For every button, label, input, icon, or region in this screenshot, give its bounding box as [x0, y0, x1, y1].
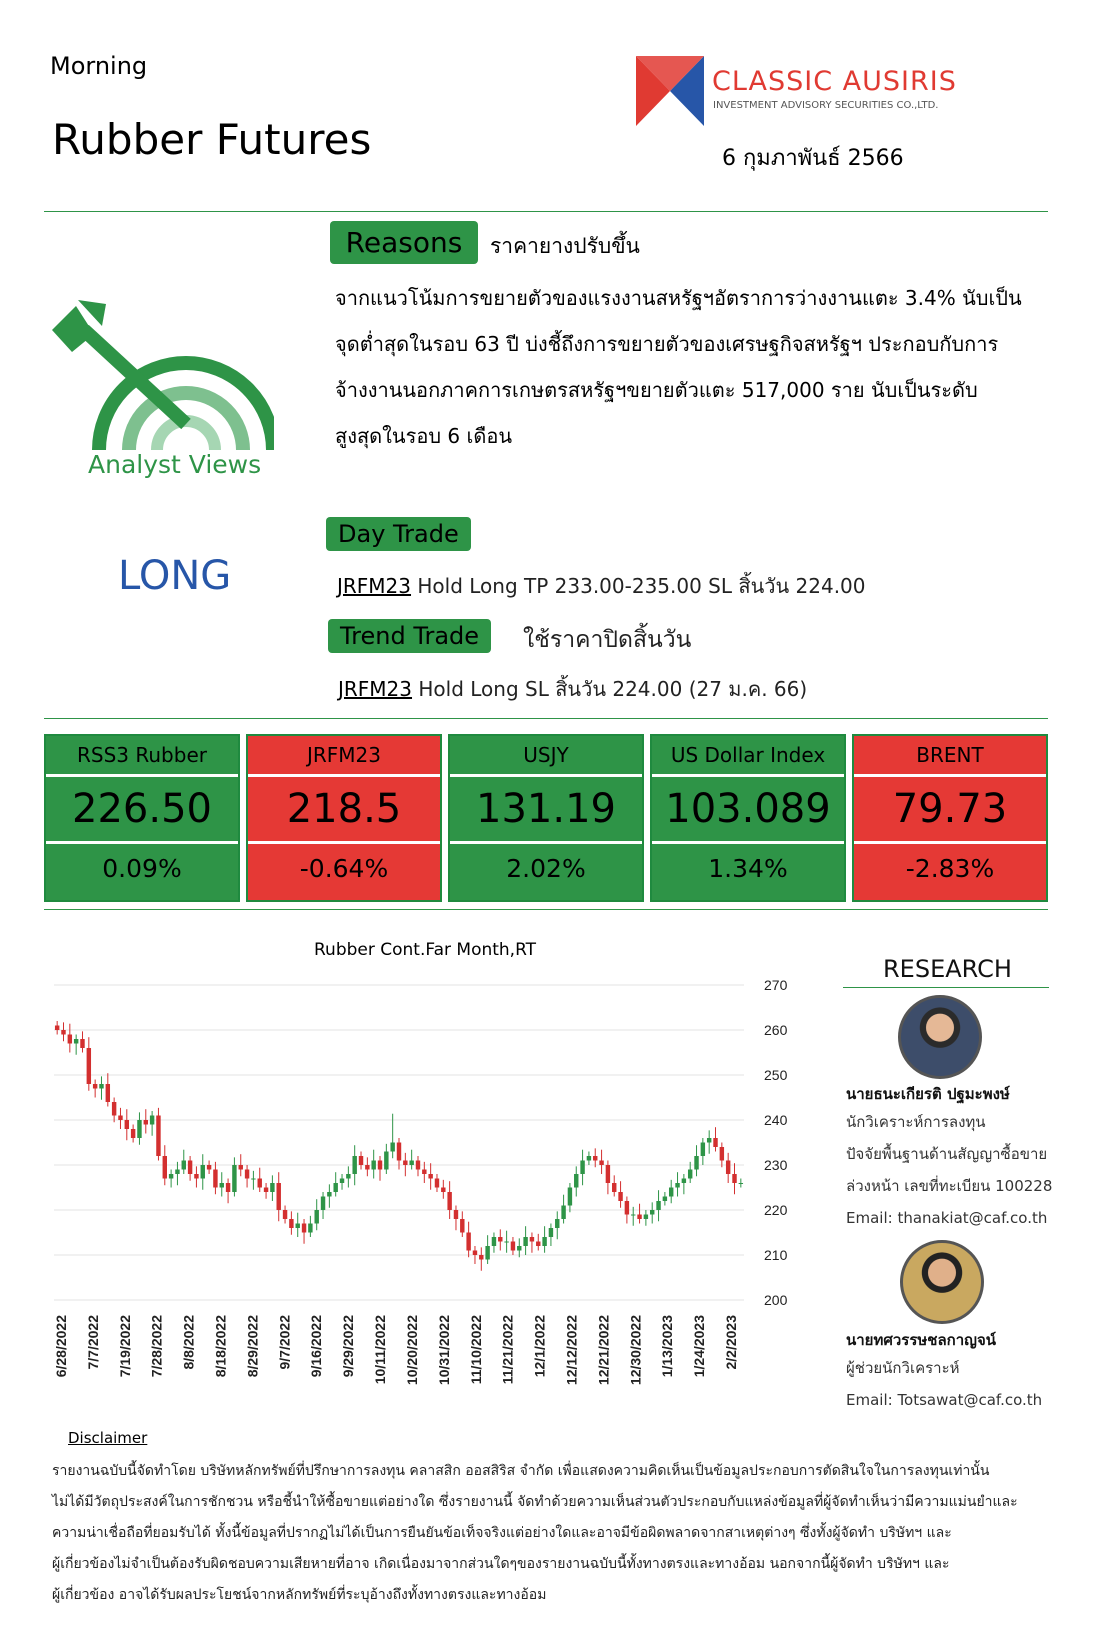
- candle-body: [416, 1161, 420, 1170]
- candle-body: [466, 1233, 470, 1251]
- candle-body: [118, 1116, 122, 1121]
- candle-body: [688, 1170, 692, 1179]
- signal-label: LONG: [118, 553, 232, 599]
- x-tick-label: 8/18/2022: [212, 1315, 229, 1378]
- x-tick-label: 11/10/2022: [467, 1315, 484, 1385]
- candle-body: [74, 1039, 78, 1044]
- candle-body: [188, 1161, 192, 1175]
- candle-body: [599, 1161, 603, 1166]
- analyst-detail-line: ปัจจัยพื้นฐานด้านสัญญาซื้อขาย: [846, 1145, 1048, 1163]
- divider: [44, 718, 1048, 719]
- x-tick-label: 10/20/2022: [403, 1315, 420, 1386]
- day-trade-symbol: JRFM23: [337, 574, 412, 598]
- day-trade-text: Hold Long TP 233.00-235.00 SL สิ้นวัน 224.00: [417, 574, 866, 598]
- candle-body: [163, 1156, 167, 1179]
- reasons-line: สูงสุดในรอบ 6 เดือน: [335, 424, 513, 448]
- candle-body: [207, 1165, 211, 1170]
- reasons-badge: Reasons: [330, 221, 478, 264]
- candle-body: [656, 1201, 660, 1210]
- disclaimer-line: ผู้เกี่ยวข้องไม่จำเป็นต้องรับผิดชอบความเสียหายที่อาจ เกิดเนื่องมาจากส่วนใดๆของรายงานฉบับนี้ทั้งทางตรงและทางอ้อม นอกจากนี้ผู้จัดทำ บริษัทฯ และ: [52, 1556, 950, 1572]
- target-icon: [44, 300, 274, 454]
- candle-body: [409, 1161, 413, 1166]
- x-tick-label: 1/13/2023: [659, 1315, 676, 1378]
- analyst-detail-line: Email: Totsawat@caf.co.th: [846, 1391, 1043, 1409]
- candle-body: [403, 1161, 407, 1166]
- candle-body: [175, 1170, 179, 1175]
- candle-body: [637, 1215, 641, 1220]
- candle-body: [675, 1183, 679, 1188]
- x-tick-label: 8/29/2022: [244, 1315, 261, 1378]
- x-tick-label: 11/21/2022: [499, 1315, 516, 1385]
- analyst-detail-line: ผู้ช่วยนักวิเคราะห์: [846, 1359, 960, 1377]
- trend-trade-text: Hold Long SL สิ้นวัน 224.00 (27 ม.ค. 66): [418, 677, 808, 701]
- candle-body: [277, 1183, 281, 1210]
- candle-body: [359, 1156, 363, 1165]
- candle-body: [68, 1035, 72, 1044]
- candle-body: [454, 1210, 458, 1219]
- disclaimer-line: ผู้เกี่ยวข้อง อาจได้รับผลประโยชน์จากหลักทรัพย์ที่ระบุอ้างถึงทั้งทางตรงและทางอ้อม: [52, 1587, 547, 1603]
- candle-body: [283, 1210, 287, 1219]
- candle-body: [587, 1156, 591, 1161]
- divider: [44, 909, 1048, 910]
- brand-subtitle: INVESTMENT ADVISORY SECURITIES CO.,LTD.: [713, 100, 939, 111]
- candle-body: [644, 1215, 648, 1220]
- day-trade-badge: Day Trade: [326, 517, 471, 551]
- candle-body: [701, 1143, 705, 1157]
- candle-body: [422, 1170, 426, 1175]
- quote-name: BRENT: [854, 736, 1046, 777]
- analyst-views-label: Analyst Views: [88, 450, 262, 479]
- avatar: [898, 995, 982, 1079]
- x-tick-label: 12/1/2022: [531, 1315, 548, 1378]
- candle-body: [296, 1224, 300, 1229]
- candle-body: [536, 1242, 540, 1247]
- candle-body: [321, 1197, 325, 1211]
- report-title: Rubber Futures: [52, 115, 372, 164]
- x-tick-label: 10/31/2022: [435, 1315, 452, 1386]
- candle-body: [245, 1170, 249, 1179]
- candle-body: [669, 1188, 673, 1197]
- quote-value: 131.19: [450, 777, 642, 844]
- candle-body: [580, 1161, 584, 1175]
- company-logo-icon: [636, 56, 704, 130]
- candle-body: [530, 1237, 534, 1242]
- candle-body: [131, 1129, 135, 1138]
- candle-body: [340, 1179, 344, 1184]
- candle-body: [726, 1161, 730, 1175]
- quote-change: 1.34%: [708, 854, 788, 883]
- quote-box-usjy: [448, 734, 644, 902]
- x-tick-label: 9/7/2022: [276, 1315, 293, 1370]
- disclaimer-text: [52, 1456, 1062, 1611]
- reasons-paragraph: [335, 275, 1100, 459]
- reasons-line: จากแนวโน้มการขยายตัวของแรงงานสหรัฐฯอัตราการว่างงานแตะ 3.4% นับเป็น: [335, 286, 1022, 310]
- x-tick-label: 10/11/2022: [372, 1315, 389, 1385]
- candle-body: [333, 1183, 337, 1192]
- divider: [843, 987, 1049, 988]
- candle-body: [460, 1219, 464, 1233]
- x-tick-label: 7/19/2022: [116, 1315, 133, 1378]
- candle-body: [593, 1156, 597, 1161]
- candle-body: [523, 1237, 527, 1246]
- analyst-detail-line: นักวิเคราะห์การลงทุน: [846, 1113, 986, 1131]
- candle-body: [150, 1116, 154, 1125]
- candle-body: [574, 1174, 578, 1188]
- disclaimer-title: Disclaimer: [68, 1429, 148, 1447]
- candle-body: [258, 1179, 262, 1188]
- y-tick-label: 270: [764, 977, 788, 993]
- candle-body: [125, 1120, 129, 1129]
- quote-value: 79.73: [854, 777, 1046, 844]
- trend-trade-note: ใช้ราคาปิดสิ้นวัน: [523, 627, 692, 653]
- x-tick-label: 2/2/2023: [723, 1315, 739, 1370]
- x-tick-label: 7/28/2022: [148, 1315, 165, 1378]
- chart-title: Rubber Cont.Far Month,RT: [314, 940, 537, 960]
- day-trade-line: [337, 570, 866, 602]
- candle-body: [561, 1206, 565, 1220]
- quote-value: 103.089: [652, 777, 844, 844]
- y-tick-label: 240: [764, 1112, 788, 1128]
- x-tick-label: 6/28/2022: [53, 1315, 69, 1378]
- candle-body: [365, 1165, 369, 1170]
- candle-body: [739, 1183, 743, 1184]
- y-tick-label: 230: [764, 1157, 788, 1173]
- candle-body: [378, 1161, 382, 1170]
- quote-change: 0.09%: [102, 854, 182, 883]
- quote-name: RSS3 Rubber: [46, 736, 238, 777]
- candle-body: [498, 1237, 502, 1242]
- quote-name: US Dollar Index: [652, 736, 844, 777]
- x-tick-label: 12/30/2022: [627, 1315, 644, 1386]
- y-tick-label: 220: [764, 1202, 788, 1218]
- candle-body: [352, 1156, 356, 1174]
- quote-box-rss3: [44, 734, 240, 902]
- x-tick-label: 12/12/2022: [563, 1315, 580, 1386]
- quote-value: 226.50: [46, 777, 238, 844]
- reasons-headline: ราคายางปรับขึ้น: [490, 234, 640, 258]
- candle-body: [106, 1084, 110, 1102]
- candle-body: [371, 1161, 375, 1170]
- x-tick-label: 7/7/2022: [84, 1315, 101, 1370]
- reasons-line: จ้างงานนอกภาคการเกษตรสหรัฐฯขยายตัวแตะ 517,000 ราย นับเป็นระดับ: [335, 378, 978, 402]
- candle-body: [220, 1183, 224, 1188]
- x-tick-label: 8/8/2022: [180, 1315, 197, 1370]
- candle-body: [631, 1215, 635, 1216]
- reasons-line: จุดต่ำสุดในรอบ 63 ปี บ่งชี้ถึงการขยายตัวของเศรษฐกิจสหรัฐฯ ประกอบกับการ: [335, 332, 999, 356]
- candle-body: [327, 1192, 331, 1197]
- candle-body: [549, 1228, 553, 1237]
- candle-body: [511, 1242, 515, 1251]
- candle-body: [707, 1138, 711, 1143]
- trend-trade-badge: Trend Trade: [328, 619, 491, 653]
- candle-body: [479, 1255, 483, 1260]
- candle-body: [201, 1165, 205, 1179]
- candle-body: [226, 1183, 230, 1192]
- y-tick-label: 260: [764, 1022, 788, 1038]
- report-period: Morning: [50, 52, 148, 80]
- candle-body: [61, 1030, 65, 1035]
- candle-body: [314, 1210, 318, 1224]
- candle-body: [720, 1147, 724, 1161]
- candle-body: [694, 1156, 698, 1170]
- candle-body: [93, 1084, 97, 1089]
- quote-name: JRFM23: [248, 736, 440, 777]
- candle-body: [663, 1197, 667, 1202]
- candle-body: [504, 1242, 508, 1243]
- candle-body: [137, 1120, 141, 1138]
- quote-box-dxy: [650, 734, 846, 902]
- brand-name: CLASSIC AUSIRIS: [712, 66, 957, 97]
- candle-body: [144, 1120, 148, 1125]
- candle-body: [435, 1179, 439, 1188]
- candle-body: [112, 1102, 116, 1116]
- x-tick-label: 12/21/2022: [595, 1315, 612, 1386]
- candle-body: [99, 1084, 103, 1089]
- disclaimer-line: ไม่ได้มีวัตถุประสงค์ในการชักชวน หรือชี้นำให้ซื้อขายแต่อย่างใด ซึ่งรายงานนี้ จัดทำด้วยความเห็นส่วนตัวประกอบกับแหล่งข้อมูลที่ผู้จัดทำเห็นว่ามีความแม่นยำและ: [52, 1494, 1018, 1510]
- candle-body: [270, 1183, 274, 1192]
- candle-body: [390, 1143, 394, 1152]
- candle-body: [618, 1192, 622, 1201]
- x-tick-label: 9/29/2022: [340, 1315, 357, 1378]
- candle-body: [182, 1161, 186, 1170]
- avatar: [900, 1240, 984, 1324]
- candle-body: [447, 1192, 451, 1210]
- candle-body: [169, 1174, 173, 1179]
- candle-body: [87, 1048, 91, 1084]
- analyst-detail-line: ล่วงหน้า เลขที่ทะเบียน 100228: [846, 1177, 1053, 1195]
- candle-body: [428, 1174, 432, 1179]
- analyst-details: [846, 1106, 1052, 1234]
- candle-body: [308, 1224, 312, 1233]
- candle-body: [302, 1224, 306, 1233]
- report-date: 6 กุมภาพันธ์ 2566: [722, 146, 904, 171]
- price-chart: [44, 965, 844, 1425]
- y-tick-label: 210: [764, 1247, 788, 1263]
- analyst-details: [846, 1352, 1042, 1416]
- candle-body: [194, 1174, 198, 1179]
- candle-body: [485, 1246, 489, 1260]
- x-tick-label: 9/16/2022: [308, 1315, 325, 1378]
- quote-box-jrfm23: [246, 734, 442, 902]
- analyst-name: นายธนะเกียรติ ปฐมะพงษ์: [846, 1085, 1010, 1103]
- candle-body: [55, 1026, 59, 1031]
- candle-body: [625, 1201, 629, 1215]
- disclaimer-line: ความน่าเชื่อถือที่ยอมรับได้ ทั้งนี้ข้อมูลที่ปรากฏไม่ได้เป็นการยืนยันข้อเท็จจริงแต่อย่างใดและอาจมีข้อผิดพลาดจากสาเหตุต่างๆ ซึ่งทั้งผู้จัดทำ บริษัทฯ และ: [52, 1525, 952, 1541]
- quote-change: -0.64%: [299, 854, 389, 883]
- candle-body: [289, 1219, 293, 1228]
- quote-box-brent: [852, 734, 1048, 902]
- candle-body: [606, 1165, 610, 1183]
- analyst-name: นายทศวรรษชลกาญจน์: [846, 1331, 996, 1349]
- y-tick-label: 250: [764, 1067, 788, 1083]
- candle-body: [713, 1138, 717, 1147]
- quote-change: -2.83%: [905, 854, 995, 883]
- candle-body: [384, 1152, 388, 1170]
- x-tick-label: 1/24/2023: [691, 1315, 708, 1378]
- quote-value: 218.5: [248, 777, 440, 844]
- quote-name: USJY: [450, 736, 642, 777]
- candle-body: [542, 1237, 546, 1246]
- trend-trade-symbol: JRFM23: [338, 677, 413, 701]
- candle-body: [568, 1188, 572, 1206]
- quote-change: 2.02%: [506, 854, 586, 883]
- candle-body: [80, 1039, 84, 1048]
- analyst-detail-line: Email: thanakiat@caf.co.th: [846, 1209, 1048, 1227]
- divider: [44, 211, 1048, 212]
- disclaimer-line: รายงานฉบับนี้จัดทำโดย บริษัทหลักทรัพย์ที่ปรึกษาการลงทุน คลาสสิก ออสสิริส จำกัด เพื่อแสดงความคิดเห็นเป็นข้อมูลประกอบการตัดสินใจในการลงทุนเท่านั้น: [52, 1463, 990, 1479]
- candle-body: [492, 1237, 496, 1246]
- candle-body: [251, 1179, 255, 1180]
- candle-body: [239, 1165, 243, 1170]
- y-tick-label: 200: [764, 1292, 788, 1308]
- candle-body: [650, 1210, 654, 1215]
- candle-body: [441, 1188, 445, 1193]
- candle-body: [397, 1143, 401, 1161]
- candle-body: [232, 1165, 236, 1192]
- candle-body: [473, 1251, 477, 1256]
- candle-body: [612, 1183, 616, 1192]
- candle-body: [346, 1174, 350, 1179]
- trend-trade-line: [338, 673, 807, 705]
- candle-body: [732, 1174, 736, 1183]
- candle-body: [156, 1116, 160, 1157]
- candle-body: [555, 1219, 559, 1228]
- research-title: RESEARCH: [883, 955, 1012, 983]
- candle-body: [682, 1179, 686, 1184]
- candle-body: [517, 1246, 521, 1251]
- candle-body: [264, 1188, 268, 1193]
- candle-body: [213, 1170, 217, 1188]
